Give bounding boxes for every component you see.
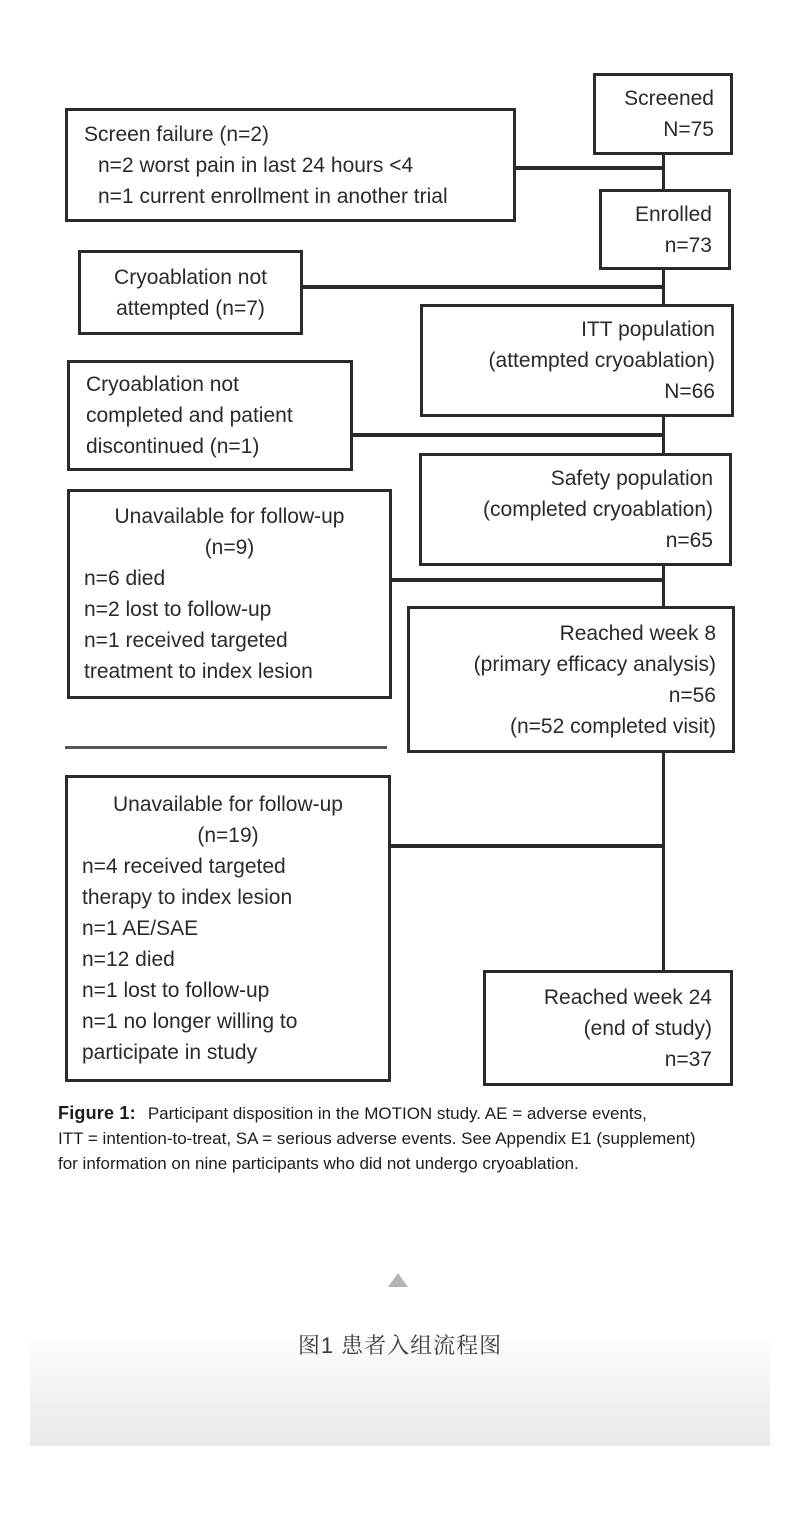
- flow-box-cryoablation-not-attempted: [78, 250, 303, 335]
- flow-text: Screened: [624, 87, 714, 110]
- collapse-triangle-icon[interactable]: [388, 1273, 408, 1287]
- flow-text: Cryoablation not: [114, 265, 267, 289]
- flow-connector-unavailable-wk8: [392, 578, 665, 582]
- figure-caption-line3: for information on nine participants who did not undergo cryoablation.: [58, 1154, 579, 1173]
- flow-text: treatment to index lesion: [84, 660, 313, 683]
- flow-text: Unavailable for follow-up: [113, 793, 343, 816]
- flow-text: Safety population: [550, 467, 713, 490]
- flow-box-screen-failure: [65, 108, 516, 222]
- flow-box-cryoablation-not-completed: [67, 360, 353, 471]
- flow-text: completed and patient: [86, 404, 293, 427]
- flow-text: n=2 lost to follow-up: [84, 598, 272, 621]
- flow-box-screened: [593, 73, 733, 155]
- flow-text: therapy to index lesion: [82, 886, 293, 909]
- flow-text: (n=9): [204, 536, 255, 559]
- flow-text: n=1 lost to follow-up: [82, 979, 270, 1002]
- flow-connector-unavailable-wk24: [391, 844, 665, 848]
- flow-box-unavailable-followup-n9: [67, 489, 392, 699]
- flow-text: Unavailable for follow-up: [114, 505, 345, 528]
- figure-caption-line2: ITT = intention-to-treat, SA = serious adverse events. See Appendix E1 (supplement): [58, 1129, 696, 1148]
- flow-text: n=1 received targeted: [84, 629, 288, 652]
- flow-text: Screen failure (n=2): [84, 122, 270, 146]
- flow-text: n=73: [664, 233, 712, 257]
- flow-box-enrolled: [599, 189, 731, 270]
- flow-text: Cryoablation not: [86, 373, 239, 396]
- flow-text: n=4 received targeted: [82, 855, 286, 878]
- section-divider-line: [65, 746, 387, 749]
- flow-connector-screen-failure: [516, 166, 665, 170]
- flow-text: N=75: [663, 118, 714, 141]
- figure-title-zh: 图1 患者入组流程图: [297, 1333, 503, 1358]
- flow-text: (end of study): [583, 1016, 712, 1040]
- flow-text: Reached week 24: [543, 985, 712, 1009]
- flow-box-week8: [407, 606, 735, 753]
- flow-text: participate in study: [82, 1041, 258, 1064]
- flow-text: N=66: [664, 380, 715, 403]
- flow-text: Enrolled: [634, 202, 712, 226]
- flow-text: (n=52 completed visit): [509, 714, 716, 738]
- flow-text: (attempted cryoablation): [488, 349, 715, 372]
- flow-text: (primary efficacy analysis): [473, 652, 716, 676]
- flow-text: n=37: [664, 1047, 712, 1071]
- flow-text: Reached week 8: [559, 621, 716, 645]
- figure-caption: [58, 1101, 760, 1176]
- flow-text: n=12 died: [82, 948, 175, 971]
- flow-text: n=65: [665, 529, 713, 552]
- flow-text: (completed cryoablation): [483, 498, 713, 521]
- figure-caption-text: Participant disposition in the MOTION study. AE = adverse events,: [147, 1104, 647, 1123]
- flow-text: n=1 current enrollment in another trial: [98, 184, 448, 208]
- flow-text: n=56: [668, 683, 716, 707]
- flow-connector-cryo-not-attempted: [303, 285, 665, 289]
- flow-text: n=2 worst pain in last 24 hours <4: [98, 153, 414, 177]
- flow-box-week24: [483, 970, 733, 1086]
- flow-text: n=1 AE/SAE: [82, 917, 199, 940]
- flow-text: (n=19): [197, 824, 259, 847]
- flow-box-itt-population: [420, 304, 734, 417]
- flow-text: attempted (n=7): [116, 296, 265, 320]
- flow-connector-cryo-not-completed: [353, 433, 665, 437]
- flow-text: discontinued (n=1): [86, 435, 260, 458]
- flow-box-unavailable-followup-n19: [65, 775, 391, 1082]
- figure-caption-line1: [58, 1101, 760, 1126]
- flow-text: ITT population: [581, 318, 715, 341]
- flow-text: n=6 died: [84, 567, 166, 590]
- flow-box-safety-population: [419, 453, 732, 566]
- flow-text: n=1 no longer willing to: [82, 1010, 298, 1033]
- figure-caption-label: Figure 1:: [58, 1103, 136, 1123]
